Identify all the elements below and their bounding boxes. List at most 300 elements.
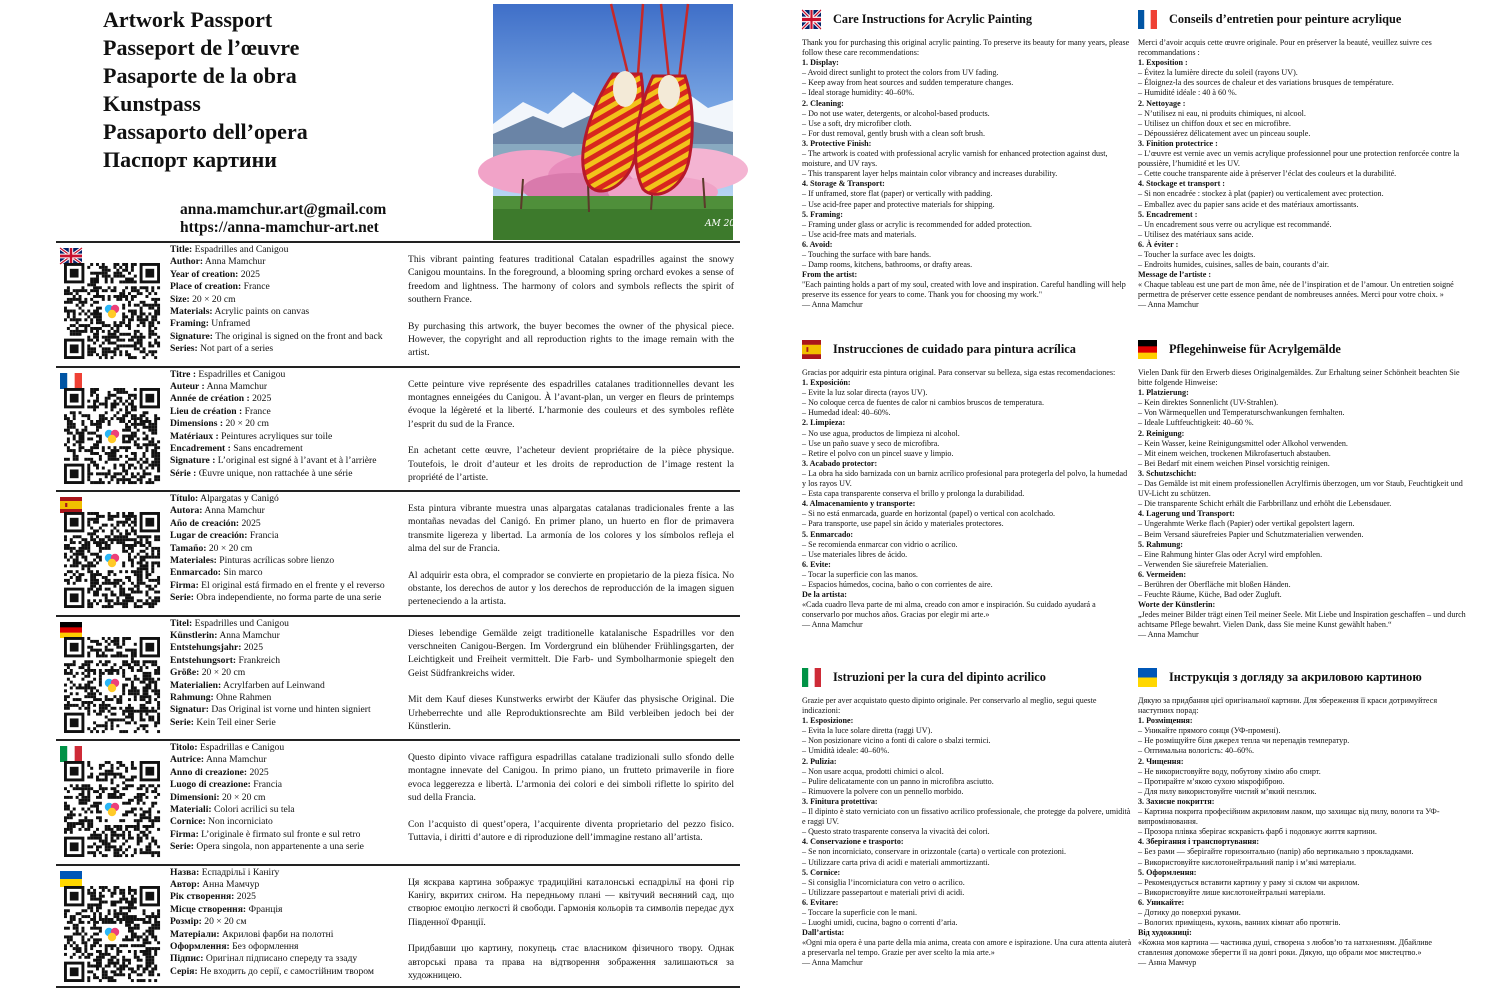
- care-instructions-it: [802, 668, 1132, 969]
- qr-code-icon[interactable]: [64, 761, 160, 857]
- uk-flag-icon: [802, 10, 821, 29]
- detail-field: [170, 331, 402, 343]
- title-en: Artwork Passport: [103, 7, 273, 32]
- detail-field: [170, 555, 402, 567]
- detail-field: [170, 841, 402, 853]
- detail-value: Анна Мамчур: [199, 878, 260, 890]
- care-item: – Оптимальна вологість: 40–60%.: [1138, 746, 1254, 756]
- detail-label: Lugar de creación:: [170, 530, 248, 542]
- detail-value: Anna Mamchur: [202, 505, 265, 517]
- title-de: Kunstpass: [103, 91, 201, 116]
- website-link[interactable]: https://anna-mamchur-art.net: [180, 219, 379, 236]
- detail-label: Year of creation:: [170, 268, 239, 280]
- description-paragraph: Esta pintura vibrante muestra unas alpargatas catalanas tradicionales frente a las montañas nevadas del Canigó. En primer plano, un huerto en flor de primavera transmite ligereza y libertad. La armonía de los colores y los símbolos refleja el alma del sur de Francia.: [408, 503, 734, 555]
- detail-field: [170, 816, 402, 828]
- detail-value: Sans encadrement: [230, 442, 303, 454]
- title-it: Passaporto dell’opera: [103, 119, 308, 144]
- detail-label: Luogo di creazione:: [170, 779, 251, 791]
- detail-label: Title:: [170, 244, 193, 255]
- detail-value: Obra independiente, no forma parte de una serie: [193, 592, 382, 604]
- artist-message: «Ogni mia opera è una parte della mia anima, creata con amore e ispirazione. Una cura attenta aiuterà a preservarla nel tempo. Grazie per aver scelto la mia arte.»: [802, 938, 1132, 958]
- artwork-image: [493, 4, 747, 240]
- care-item: – Tocar la superficie con las manos.: [802, 569, 918, 579]
- detail-label: Серія:: [170, 965, 198, 977]
- detail-value: L’originale è firmato sul fronte e sul retro: [198, 828, 361, 840]
- description-paragraph: Con l’acquisto di quest’opera, l’acquirente diventa proprietario del pezzo fisico. Tuttavia, i diritti d’autore e di riproduzione dell’immagine restano all’artista.: [408, 818, 734, 844]
- care-item: – Evita la luce solare diretta (raggi UV).: [802, 726, 933, 736]
- care-item: – Questo strato trasparente conserva la vivacità dei colori.: [802, 827, 990, 837]
- detail-label: Serie:: [170, 592, 194, 604]
- care-instructions-uk: [1138, 668, 1468, 969]
- care-section-title: 1. Exposición:: [802, 378, 851, 388]
- detail-value: 20 × 20 см: [201, 916, 247, 928]
- detail-label: Materialien:: [170, 679, 222, 691]
- detail-label: Dimensioni:: [170, 791, 220, 803]
- detail-label: Rahmung:: [170, 691, 214, 703]
- detail-value: Frankreich: [236, 654, 281, 666]
- care-item: – Без рами — зберігайте горизонтально (папір) або вертикально з прокладками.: [1138, 847, 1414, 857]
- artwork-signature: AM 2025: [705, 219, 747, 229]
- detail-field: [170, 505, 402, 517]
- detail-label: Назва:: [170, 866, 200, 878]
- care-intro: Gracias por adquirir esta pintura original. Para conservar su belleza, siga estas recomendaciones:: [802, 368, 1116, 377]
- care-item: – Не розміщуйте біля джерел тепла чи перепадів температур.: [1138, 736, 1350, 746]
- detail-value: Opera singola, non appartenente a una serie: [193, 841, 364, 853]
- care-section-title: 2. Чищення:: [1138, 756, 1184, 766]
- artist-message: "Each painting holds a part of my soul, created with love and inspiration. Careful handling will help preserve its essence for years to come. Thank you for choosing my work.": [802, 280, 1126, 300]
- care-item: – Si non encadrée : stockez à plat (papier) ou verticalement avec protection.: [1138, 189, 1384, 199]
- detail-value: Unframed: [208, 318, 251, 330]
- care-header: [1138, 340, 1468, 359]
- care-item: – Framing under glass or acrylic is recommended for added protection.: [802, 219, 1032, 229]
- care-item: – Humedad ideal: 40–60%.: [802, 408, 891, 418]
- care-section-title: 6. À éviter :: [1138, 239, 1179, 249]
- description-paragraph: Mit dem Kauf dieses Kunstwerks erwirbt der Käufer das physische Original. Die Urheberrechte und alle Reproduktionsrechte am Bild verbleiben jedoch bei der Künstlerin.: [408, 694, 734, 732]
- care-item: – Ideal storage humidity: 40–60%.: [802, 88, 915, 98]
- care-item: – Se non incorniciato, conservare in orizzontale (carta) o verticale con protezioni.: [802, 847, 1067, 857]
- care-title: Instrucciones de cuidado para pintura acrílica: [833, 342, 1076, 356]
- artist-message: „Jedes meiner Bilder trägt einen Teil meiner Seele. Mit Liebe und Inspiration geschaffen – und durch achtsame Pflege bewahrt. Vielen Dank, dass Sie meine Kunst gewählt haben.“: [1138, 610, 1466, 630]
- care-intro: Vielen Dank für den Erwerb dieses Originalgemäldes. Zur Erhaltung seiner Schönheit beachten Sie bitte folgende Hinweise:: [1138, 368, 1460, 388]
- care-title: Care Instructions for Acrylic Painting: [833, 12, 1033, 26]
- detail-field: [170, 680, 402, 692]
- artwork-details: [170, 867, 402, 979]
- detail-label: Signature:: [170, 330, 213, 342]
- care-item: – Luoghi umidi, cucina, bagno o correnti d’aria.: [802, 918, 958, 928]
- detail-value: Kein Teil einer Serie: [193, 716, 276, 728]
- detail-field: [170, 343, 402, 355]
- qr-code-icon[interactable]: [64, 512, 160, 608]
- detail-label: Place of creation:: [170, 281, 242, 293]
- care-item: – Para transporte, use papel sin ácido y materiales protectores.: [802, 519, 1004, 529]
- detail-field: [170, 431, 402, 443]
- detail-field: [170, 704, 402, 716]
- detail-field: [170, 592, 402, 604]
- detail-value: France: [242, 405, 271, 417]
- detail-value: L’original est signé à l’avant et à l’arrière: [215, 455, 377, 467]
- artist-signature: — Anna Mamchur: [1138, 630, 1199, 640]
- detail-label: Anno di creazione:: [170, 766, 248, 778]
- detail-label: Матеріали:: [170, 928, 220, 940]
- detail-value: Еспадрільї і Каніґу: [199, 866, 280, 878]
- care-item: – Для пилу використовуйте чистий м’який пензлик.: [1138, 786, 1317, 796]
- care-item: – Прозора плівка зберігає яскравість фарб і подовжує життя картини.: [1138, 827, 1377, 837]
- care-item: – Use acid-free paper and protective materials for shipping.: [802, 199, 995, 209]
- care-item: – Avoid direct sunlight to protect the colors from UV fading.: [802, 68, 999, 78]
- care-section-title: 3. Захисне покриття:: [1138, 796, 1215, 806]
- care-item: – Berühren der Oberfläche mit bloßen Händen.: [1138, 579, 1291, 589]
- detail-field: [170, 455, 402, 467]
- detail-value: Espadrilles und Canigou: [192, 617, 289, 629]
- care-intro: Дякую за придбання цієї оригінальної картини. Для збереження її краси дотримуйтеся наступних порад:: [1138, 696, 1438, 716]
- contact-block: [180, 201, 386, 237]
- detail-field: [170, 953, 402, 965]
- detail-field: [170, 804, 402, 816]
- care-item: – Éloignez-la des sources de chaleur et des variations brusques de température.: [1138, 78, 1394, 88]
- detail-label: Підпис:: [170, 953, 204, 965]
- care-item: – This transparent layer helps maintain color vibrancy and increases durability.: [802, 169, 1058, 179]
- detail-label: Cornice:: [170, 816, 206, 828]
- care-item: – No coloque cerca de fuentes de calor ni cambios bruscos de temperatura.: [802, 398, 1045, 408]
- detail-value: Francia: [250, 779, 283, 791]
- artist-signature: — Анна Мамчур: [1138, 958, 1197, 968]
- care-item: – No use agua, productos de limpieza ni alcohol.: [802, 428, 960, 438]
- detail-value: Acrylic paints on canvas: [212, 306, 310, 318]
- care-item: – If unframed, store flat (paper) or vertically with padding.: [802, 189, 993, 199]
- detail-label: Título:: [170, 493, 199, 504]
- care-item: – Évitez la lumière directe du soleil (rayons UV).: [1138, 68, 1298, 78]
- artist-message-title: Worte der Künstlerin:: [1138, 600, 1216, 610]
- care-item: – Feuchte Räume, Küche, Bad oder Zugluft.: [1138, 590, 1282, 600]
- detail-label: Lieu de création :: [170, 405, 243, 417]
- detail-value: Espadrilles et Canigou: [196, 368, 286, 380]
- care-item: – Damp rooms, kitchens, bathrooms, or drafty areas.: [802, 260, 973, 270]
- artist-message: « Chaque tableau est une part de mon âme, née de l’inspiration et de l’amour. Un entretien soigné permettra de préserver cette essence pendant de nombreuses années. Merci pour votre choix. »: [1138, 280, 1454, 300]
- care-section-title: 2. Cleaning:: [802, 98, 844, 108]
- care-section-title: 1. Platzierung:: [1138, 388, 1189, 398]
- detail-label: Materials:: [170, 306, 213, 318]
- detail-field: [170, 244, 402, 256]
- artwork-details: [170, 493, 402, 605]
- detail-field: [170, 792, 402, 804]
- detail-label: Titolo:: [170, 742, 198, 753]
- care-item: – Utilizzare carta priva di acidi e materiali ammortizzanti.: [802, 857, 990, 867]
- care-item: – Вологих приміщень, кухонь, ванних кімнат або протягів.: [1138, 918, 1341, 928]
- detail-label: Dimensions :: [170, 418, 224, 430]
- detail-label: Tamaño:: [170, 542, 207, 554]
- care-header: [1138, 668, 1468, 687]
- care-item: – Eine Rahmung hinter Glas oder Acryl wird empfohlen.: [1138, 549, 1323, 559]
- detail-label: Titel:: [170, 617, 193, 629]
- detail-field: [170, 256, 402, 268]
- care-item: – Un encadrement sous verre ou acrylique est recommandé.: [1138, 219, 1332, 229]
- detail-label: Signatur:: [170, 704, 209, 716]
- description-paragraph: En achetant cette œuvre, l’acheteur devient propriétaire de la pièce physique. Toutefois, le droit d’auteur et les droits de reproduction de l’image restent la propriété de l’artiste.: [408, 445, 734, 483]
- care-intro: Grazie per aver acquistato questo dipinto originale. Per conservarlo al meglio, segui queste indicazioni:: [802, 696, 1097, 716]
- detail-label: Author:: [170, 256, 204, 268]
- detail-value: 20 × 20 cm: [223, 418, 269, 430]
- care-instructions-page: [750, 0, 1500, 1000]
- care-item: – For dust removal, gently brush with a clean soft brush.: [802, 128, 985, 138]
- qr-code-icon[interactable]: [64, 263, 160, 359]
- care-section-title: 3. Acabado protector:: [802, 458, 878, 468]
- detail-value: 20 × 20 cm: [189, 293, 236, 305]
- language-row: [56, 739, 740, 864]
- care-item: – Umidità ideale: 40–60%.: [802, 746, 890, 756]
- detail-field: [170, 306, 402, 318]
- care-item: – Use acid-free mats and materials.: [802, 229, 917, 239]
- detail-field: [170, 692, 402, 704]
- detail-label: Місце створення:: [170, 903, 247, 915]
- artist-message-title: Від художниці:: [1138, 928, 1192, 938]
- detail-value: Peintures acryliques sur toile: [218, 430, 333, 442]
- detail-field: [170, 667, 402, 679]
- care-section-title: 4. Зберігання і транспортування:: [1138, 837, 1260, 847]
- artwork-description: [408, 253, 734, 360]
- detail-value: Œuvre unique, non rattachée à une série: [196, 467, 353, 479]
- detail-label: Künstlerin:: [170, 629, 218, 641]
- care-item: – Evite la luz solar directa (rayos UV).: [802, 388, 928, 398]
- detail-label: Оформлення:: [170, 940, 230, 952]
- artwork-passport-page: [0, 0, 745, 1000]
- detail-field: [170, 543, 402, 555]
- detail-label: Año de creación:: [170, 517, 240, 529]
- detail-label: Auteur :: [170, 380, 205, 392]
- care-section-title: 6. Evitare:: [802, 897, 839, 907]
- detail-value: Франція: [246, 903, 283, 915]
- care-intro: Merci d’avoir acquis cette œuvre originale. Pour en préserver la beauté, veuillez suivre ces recommandations :: [1138, 38, 1432, 58]
- detail-value: Не входить до серії, є самостійним твором: [197, 965, 374, 977]
- detail-value: Das Original ist vorne und hinten signiert: [208, 704, 371, 716]
- detail-field: [170, 966, 402, 978]
- care-item: – Використовуйте лише кислотонейтральні матеріали.: [1138, 887, 1326, 897]
- email-link[interactable]: anna.mamchur.art@gmail.com: [180, 201, 387, 218]
- care-item: – Rimuovere la polvere con un pennello morbido.: [802, 786, 964, 796]
- qr-code-icon[interactable]: [64, 388, 160, 484]
- care-item: – Utilizzare passepartout e materiali privi di acidi.: [802, 887, 965, 897]
- care-section-title: 1. Esposizione:: [802, 716, 854, 726]
- care-item: – Do not use water, detergents, or alcohol-based products.: [802, 108, 990, 118]
- care-item: – Cette couche transparente aide à préserver l’éclat des couleurs et la durabilité.: [1138, 169, 1397, 179]
- care-item: – Ideale Luftfeuchtigkeit: 40–60 %.: [1138, 418, 1254, 428]
- care-section-title: 2. Nettoyage :: [1138, 98, 1186, 108]
- detail-value: Francia: [247, 530, 279, 542]
- detail-value: Без оформлення: [229, 940, 299, 952]
- detail-field: [170, 891, 402, 903]
- care-section-title: 2. Reinigung:: [1138, 428, 1185, 438]
- detail-label: Розмір:: [170, 916, 202, 928]
- care-section-title: 3. Schutzschicht:: [1138, 468, 1197, 478]
- ukraine-flag-icon: [1138, 668, 1157, 687]
- detail-field: [170, 530, 402, 542]
- detail-label: Année de création :: [170, 393, 250, 405]
- care-item: – Ungerahmte Werke flach (Papier) oder vertikal gepolstert lagern.: [1138, 519, 1355, 529]
- detail-label: Series:: [170, 343, 198, 355]
- detail-value: 2025: [249, 393, 272, 405]
- care-item: – Von Wärmequellen und Temperaturschwankungen fernhalten.: [1138, 408, 1345, 418]
- detail-value: Оригінал підписано спереду та ззаду: [203, 953, 358, 965]
- detail-field: [170, 393, 402, 405]
- care-item: – Emballez avec du papier sans acide et des matériaux amortissants.: [1138, 199, 1359, 209]
- description-paragraph: Cette peinture vive représente des espadrilles catalanes traditionnelles devant les montagnes enneigées du Canigou. À l’avant-plan, un verger en fleurs de printemps évoque la légèreté et la liberté. L’harmonie des couleurs et des symboles reflète l’esprit du sud de la France.: [408, 378, 734, 430]
- detail-value: 2025: [241, 642, 264, 654]
- detail-value: Colori acrilici su tela: [211, 804, 295, 816]
- care-item: – Kein Wasser, keine Reinigungsmittel oder Alkohol verwenden.: [1138, 438, 1348, 448]
- artist-message: «Кожна моя картина — частинка душі, створена з любов’ю та натхненням. Дбайливе ставлення допоможе зберегти її на довгі роки. Дякую, що обрали моє мистецтво.»: [1138, 938, 1432, 958]
- detail-label: Serie:: [170, 841, 194, 853]
- care-section-title: 2. Pulizia:: [802, 756, 837, 766]
- detail-label: Autora:: [170, 505, 203, 517]
- detail-value: Sin marco: [221, 567, 263, 579]
- care-item: – Toucher la surface avec les doigts.: [1138, 249, 1256, 259]
- care-item: – Kein direktes Sonnenlicht (UV-Strahlen).: [1138, 398, 1279, 408]
- care-item: – Mit einem weichen, trockenen Mikrofasertuch abstauben.: [1138, 448, 1331, 458]
- language-row: [56, 490, 740, 615]
- artwork-details: [170, 244, 402, 356]
- artist-message-title: From the artist:: [802, 270, 858, 280]
- care-item: – Використовуйте кислотонейтральний папір і м’які матеріали.: [1138, 857, 1356, 867]
- detail-field: [170, 493, 402, 505]
- detail-label: Entstehungsort:: [170, 654, 237, 666]
- care-item: – Se recomienda enmarcar con vidrio o acrílico.: [802, 539, 958, 549]
- care-section-title: 5. Cornice:: [802, 867, 841, 877]
- detail-label: Signature :: [170, 455, 216, 467]
- artwork-description: [408, 502, 734, 609]
- detail-label: Encadrement :: [170, 442, 231, 454]
- detail-value: Anna Mamchur: [217, 629, 280, 641]
- detail-label: Serie:: [170, 716, 194, 728]
- artwork-description: [408, 378, 734, 485]
- passport-titles: [103, 6, 483, 174]
- care-item: – Use a soft, dry microfiber cloth.: [802, 118, 912, 128]
- artwork-details: [170, 618, 402, 730]
- artist-message-title: Dall’artista:: [802, 928, 845, 938]
- detail-field: [170, 717, 402, 729]
- germany-flag-icon: [1138, 340, 1157, 359]
- detail-label: Materiali:: [170, 804, 212, 816]
- detail-value: Non incorniciato: [205, 816, 273, 828]
- care-item: – Verwenden Sie säurefreie Materialien.: [1138, 559, 1268, 569]
- care-section-title: 3. Finition protectrice :: [1138, 138, 1218, 148]
- care-item: – Non usare acqua, prodotti chimici o alcol.: [802, 766, 944, 776]
- care-item: – The artwork is coated with professional acrylic varnish for enhanced protection against dust, moisture, and UV rays.: [802, 149, 1108, 169]
- care-section-title: 4. Stockage et transport :: [1138, 179, 1225, 189]
- care-item: – Beim Versand säurefreies Papier und Schutzmaterialien verwenden.: [1138, 529, 1364, 539]
- care-header: [802, 10, 1132, 29]
- care-section-title: 3. Finitura protettiva:: [802, 796, 878, 806]
- care-item: – Pulire delicatamente con un panno in microfibra asciutto.: [802, 776, 994, 786]
- detail-field: [170, 630, 402, 642]
- detail-label: Firma:: [170, 579, 199, 591]
- care-section-title: 6. Vermeiden:: [1138, 569, 1187, 579]
- detail-field: [170, 381, 402, 393]
- detail-value: France: [241, 281, 270, 293]
- detail-field: [170, 642, 402, 654]
- qr-code-icon[interactable]: [64, 886, 160, 982]
- care-intro: Thank you for purchasing this original acrylic painting. To preserve its beauty for many years, please follow these care recommendations:: [802, 38, 1130, 58]
- description-paragraph: This vibrant painting features traditional Catalan espadrilles against the snowy Canigou mountains. In the foreground, a blooming spring orchard evokes a sense of freedom and lightness. The harmony of colors and symbols reflects the spirit of southern France.: [408, 254, 734, 306]
- care-item: – Bei Bedarf mit einem weichen Pinsel vorsichtig reinigen.: [1138, 458, 1330, 468]
- care-item: – Use un paño suave y seco de microfibra.: [802, 438, 940, 448]
- detail-value: 2025: [234, 891, 256, 903]
- description-paragraph: Dieses lebendige Gemälde zeigt traditionelle katalanische Espadrilles vor den verschneiten Canigou-Bergen. Im Vordergrund ein blühender Frühlingsgarten, der Leichtigkeit und Freiheit vermittelt. Die Farb- und Symbolharmonie spiegelt den Geist Südfrankreichs wider.: [408, 627, 734, 679]
- detail-field: [170, 929, 402, 941]
- detail-field: [170, 742, 402, 754]
- detail-label: Matériaux :: [170, 430, 219, 442]
- language-rows: [56, 241, 740, 988]
- care-item: – Utilisez des matériaux sans acide.: [1138, 229, 1254, 239]
- care-item: – Не використовуйте воду, побутову хімію або спирт.: [1138, 766, 1321, 776]
- artist-signature: — Anna Mamchur: [802, 620, 863, 630]
- care-item: – Уникайте прямого сонця (УФ-промені).: [1138, 726, 1281, 736]
- care-section-title: 2. Limpieza:: [802, 418, 846, 428]
- artwork-description: [408, 876, 734, 983]
- detail-value: Anna Mamchur: [203, 256, 266, 268]
- detail-value: 20 × 20 cm: [199, 667, 246, 679]
- detail-field: [170, 879, 402, 891]
- care-item: – Il dipinto è stato verniciato con un fissativo acrilico professionale, che protegge da polvere, umidità e raggi UV.: [802, 807, 1131, 827]
- care-title: Istruzioni per la cura del dipinto acrilico: [833, 670, 1046, 684]
- detail-label: Firma:: [170, 828, 199, 840]
- title-es: Pasaporte de la obra: [103, 63, 297, 88]
- detail-label: Autrice:: [170, 754, 205, 766]
- care-header: [802, 668, 1132, 687]
- care-section-title: 6. Avoid:: [802, 239, 833, 249]
- care-header: [1138, 10, 1468, 29]
- artist-message-title: De la artista:: [802, 590, 847, 600]
- care-item: – Si consiglia l’incorniciatura con vetro o acrilico.: [802, 877, 965, 887]
- care-section-title: 4. Lagerung und Transport:: [1138, 509, 1235, 519]
- detail-field: [170, 468, 402, 480]
- detail-field: [170, 779, 402, 791]
- care-item: – Use materiales libres de ácido.: [802, 549, 908, 559]
- care-section-title: 5. Framing:: [802, 209, 843, 219]
- language-row: [56, 366, 740, 491]
- detail-value: 20 × 20 cm: [219, 791, 266, 803]
- detail-field: [170, 294, 402, 306]
- detail-label: Enmarcado:: [170, 567, 221, 579]
- detail-value: 2025: [239, 517, 261, 529]
- care-item: – Retire el polvo con un pincel suave y limpio.: [802, 448, 954, 458]
- artist-signature: — Anna Mamchur: [802, 958, 863, 968]
- qr-code-icon[interactable]: [64, 637, 160, 733]
- detail-label: Entstehungsjahr:: [170, 642, 242, 654]
- detail-value: Pinturas acrílicas sobre lienzo: [216, 555, 335, 567]
- care-item: – Humidité idéale : 40 à 60 %.: [1138, 88, 1237, 98]
- care-header: [802, 340, 1132, 359]
- care-section-title: 5. Enmarcado:: [802, 529, 854, 539]
- title-uk: Паспорт картини: [103, 147, 277, 172]
- care-item: – Toccare la superficie con le mani.: [802, 907, 918, 917]
- description-paragraph: Придбавши цю картину, покупець стає власником фізичного твору. Однак авторські права та права на відтворення зображення залишаються за художницею.: [408, 943, 734, 981]
- care-instructions-fr: [1138, 10, 1468, 311]
- care-item: – L’œuvre est vernie avec un vernis acrylique professionnel pour une protection renforcée contre la poussière, l’humidité et les UV.: [1138, 149, 1460, 169]
- care-instructions-en: [802, 10, 1132, 311]
- detail-field: [170, 406, 402, 418]
- detail-value: Alpargatas y Canigó: [198, 493, 279, 504]
- detail-field: [170, 904, 402, 916]
- detail-value: Anna Mamchur: [204, 754, 267, 766]
- care-item: – Si no está enmarcada, guarde en horizontal (papel) o vertical con acolchado.: [802, 509, 1056, 519]
- language-row: [56, 615, 740, 740]
- detail-field: [170, 618, 402, 630]
- care-section-title: 1. Розміщення:: [1138, 716, 1193, 726]
- detail-field: [170, 916, 402, 928]
- care-section-title: 5. Rahmung:: [1138, 539, 1183, 549]
- detail-field: [170, 941, 402, 953]
- detail-value: Anna Mamchur: [204, 380, 268, 392]
- artwork-details: [170, 369, 402, 481]
